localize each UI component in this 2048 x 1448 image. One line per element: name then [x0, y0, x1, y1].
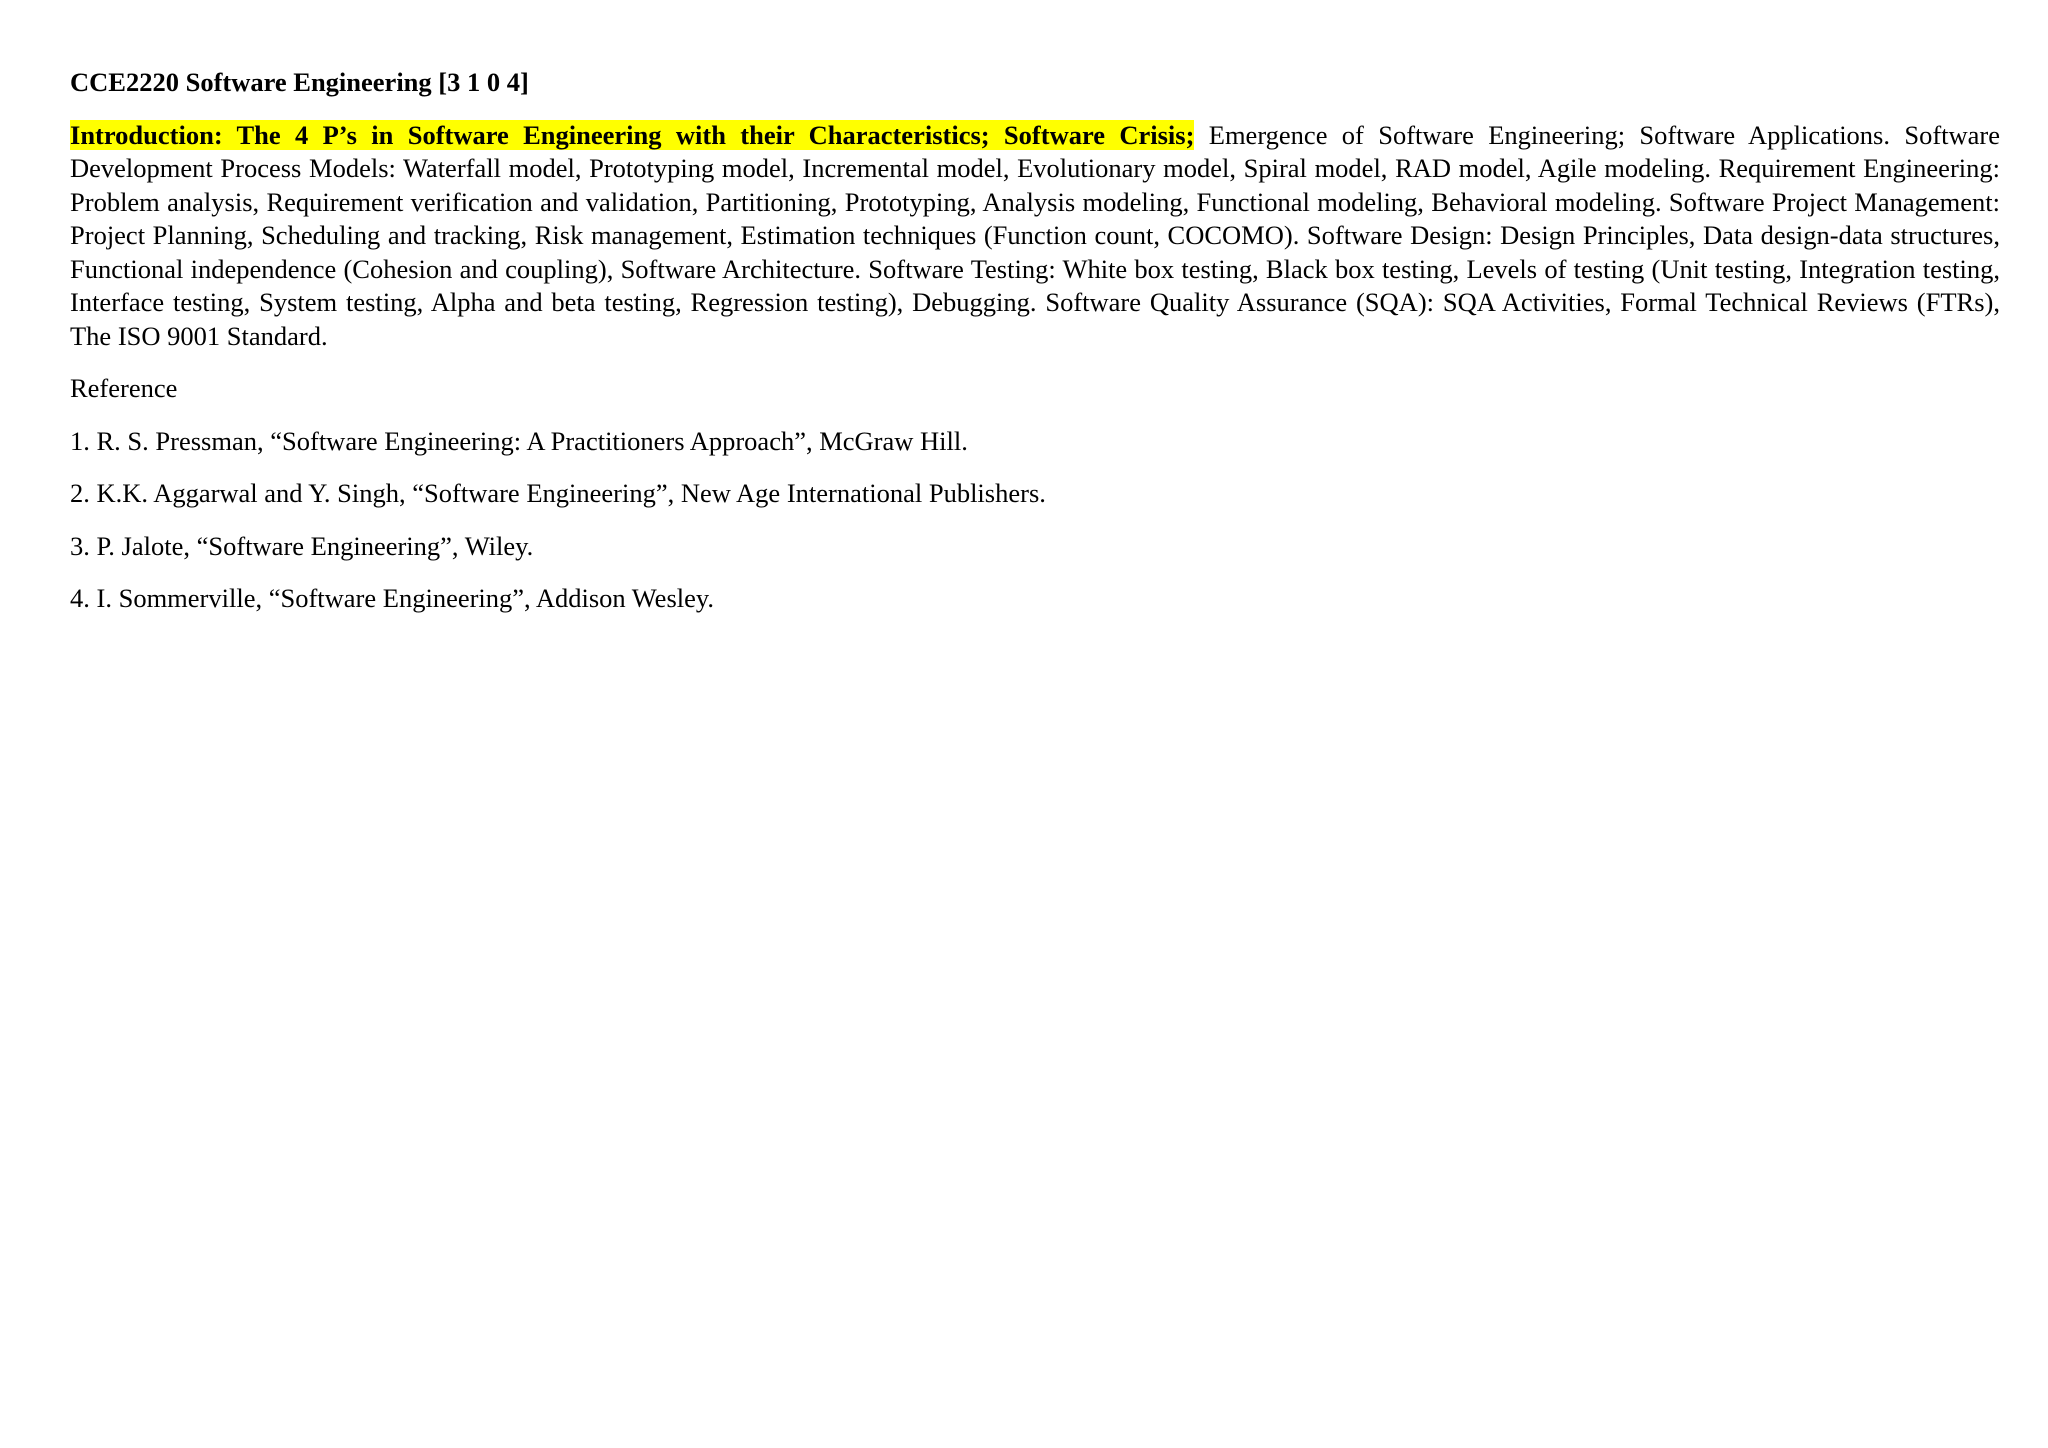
reference-item: 2. K.K. Aggarwal and Y. Singh, “Software Engineering”, New Age International Publishers. [70, 478, 1046, 508]
syllabus-paragraph [70, 119, 2000, 354]
reference-item: 3. P. Jalote, “Software Engineering”, Wiley. [70, 530, 534, 561]
course-title: CCE2220 Software Engineering [3 1 0 4] [70, 67, 529, 97]
document-page [70, 66, 2000, 635]
reference-item: 4. I. Sommerville, “Software Engineering”, Addison Wesley. [70, 583, 715, 613]
reference-heading: Reference [70, 373, 178, 403]
highlighted-text: Introduction: The 4 P’s in Software Engineering with their Characteristics; Software Crisis; [70, 119, 1195, 150]
reference-item: 1. R. S. Pressman, “Software Engineering: A Practitioners Approach”, McGraw Hill. [70, 425, 968, 456]
reference-list [70, 425, 2000, 616]
syllabus-body: Emergence of Software Engineering; Software Applications. Software Development Process Models: Waterfall model, Prototyping model, Incremental model, Evolutionary model, Spiral model, RAD model, Agile modeling. Requirement Engineering: Problem analysis, Requirement verification and validation, Partitioning, Prototyping, Analysis modeling, Functional modeling, Behavioral modeling. Software Project Management: Project Planning, Scheduling and tracking, Risk management, Estimation techniques (Function count, COCOMO). Software Design: Design Principles, Data design-data structures, Functional independence (Cohesion and coupling), Software Architecture. Software Testing: White box testing, Black box testing, Levels of testing (Unit testing, Integration testing, Interface testing, System testing, Alpha and beta testing, Regression testing), Debugging. Software Quality Assurance (SQA): SQA Activities, Formal Technical Reviews (FTRs), The ISO 9001 Standard. [70, 119, 2000, 351]
